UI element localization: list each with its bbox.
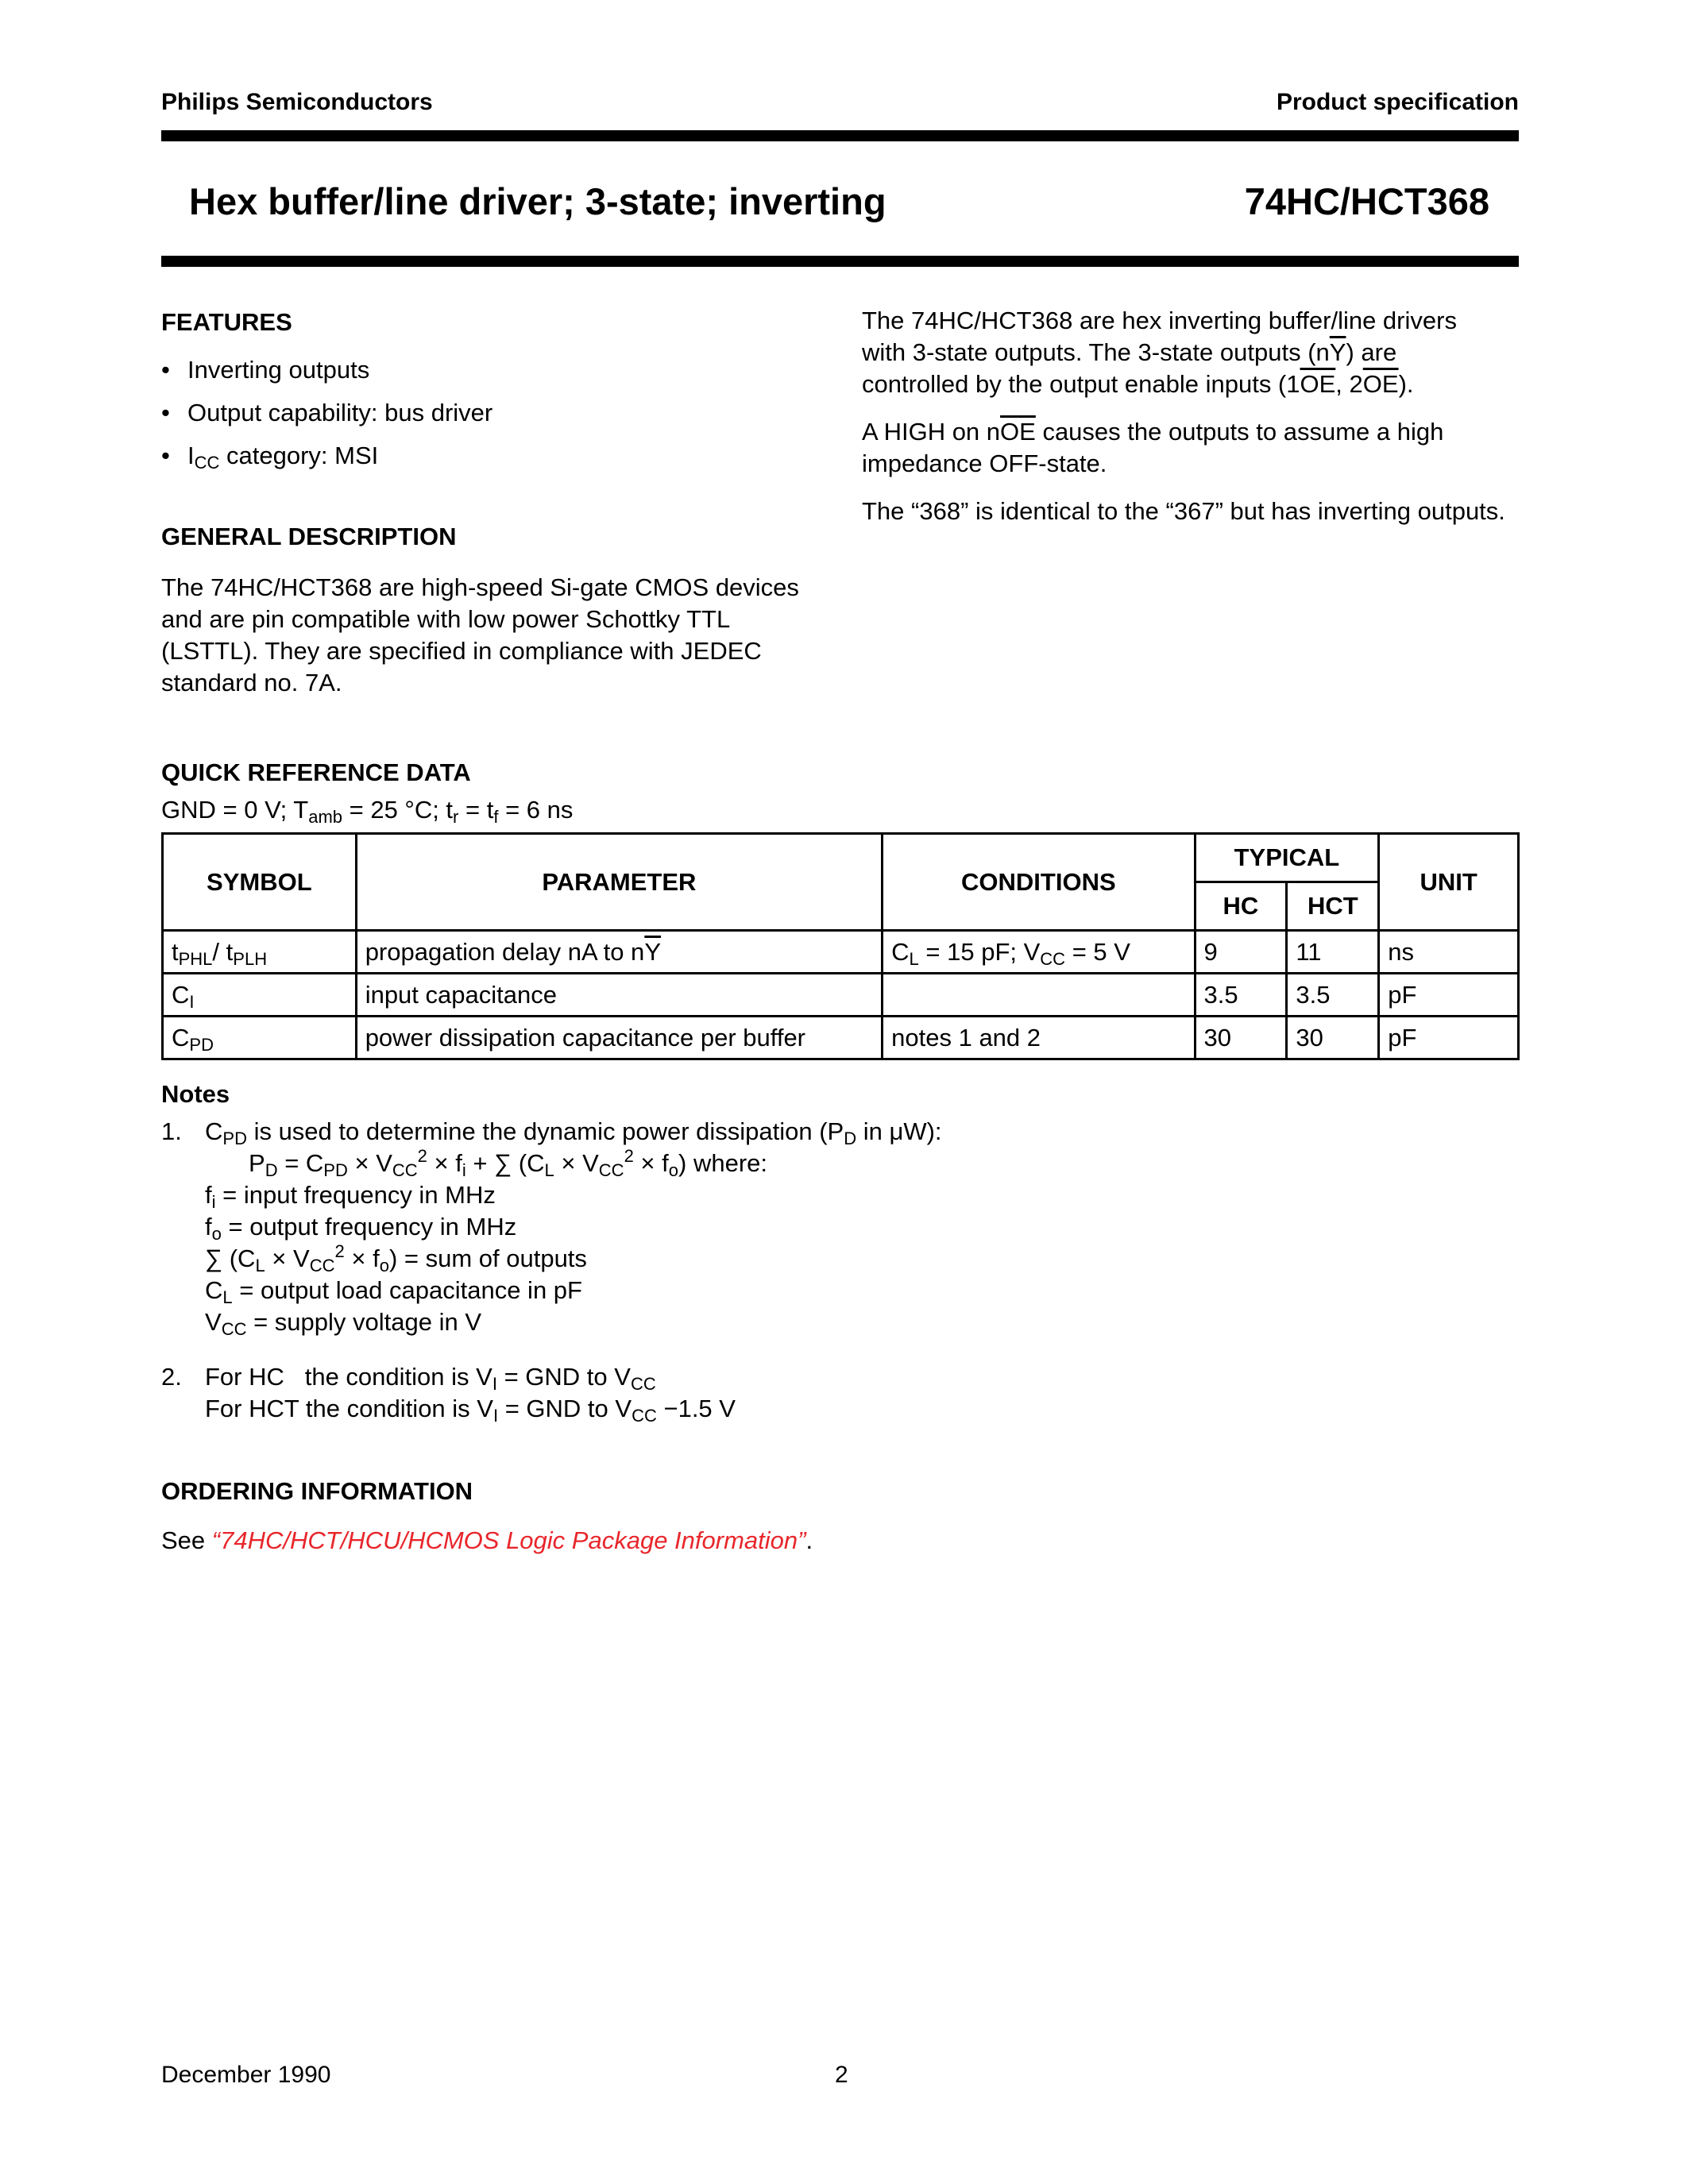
package-information-link[interactable]: “74HC/HCT/HCU/HCMOS Logic Package Information” — [211, 1526, 806, 1554]
part-number: 74HC/HCT368 — [1244, 180, 1489, 222]
note-number: 1. — [161, 1117, 182, 1145]
document-type: Product specification — [1276, 89, 1519, 115]
note-2: For HC the condition is $V_I$ = GND to $V_{CC}$ For HCT the condition is $V_I$ = GND to $V_{CC} -1.5$ V — [205, 1363, 736, 1426]
table-row — [163, 931, 1519, 974]
general-description-text: The 74HC/HCT368 are high-speed Si-gate CMOS devices and are pin compatible with low power Schottky TTL (LSTTL). They are specified in compliance with JEDEC standard no. 7A. — [161, 573, 799, 696]
cell-hct: 30 — [1287, 1017, 1379, 1059]
feature-item: • Output capability: bus driver — [161, 399, 493, 426]
cell-parameter: input capacitance — [356, 974, 882, 1017]
page-number: 2 — [835, 2062, 848, 2088]
cell-symbol: $C_{PD}$ — [163, 1017, 357, 1059]
cell-unit: pF — [1379, 974, 1519, 1017]
footer-date: December 1990 — [161, 2062, 331, 2088]
cell-symbol: $t_{PHL}/$ $t_{PLH}$ — [163, 931, 357, 974]
column-header-unit: UNIT — [1379, 834, 1519, 931]
cell-unit: ns — [1379, 931, 1519, 974]
column-header-conditions: CONDITIONS — [883, 834, 1195, 931]
cell-symbol: $C_I$ — [163, 974, 357, 1017]
quick-reference-table — [161, 832, 1520, 1060]
cell-conditions: notes 1 and 2 — [883, 1017, 1195, 1059]
cell-hc: 30 — [1195, 1017, 1287, 1059]
cell-hc: 9 — [1195, 931, 1287, 974]
features-heading: FEATURES — [161, 308, 292, 336]
header-rule-bottom — [161, 256, 1519, 267]
table-row — [163, 974, 1519, 1017]
cell-conditions: $C_L = 15$ pF; $V_{CC} = 5$ V — [883, 931, 1195, 974]
cell-hct: 11 — [1287, 931, 1379, 974]
note-number: 2. — [161, 1363, 182, 1391]
column-header-hc: HC — [1195, 882, 1287, 931]
cell-hct: 3.5 — [1287, 974, 1379, 1017]
feature-item: • $I_{CC}$ category: MSI — [161, 442, 379, 473]
column-header-symbol: SYMBOL — [163, 834, 357, 931]
feature-item: • Inverting outputs — [161, 356, 370, 384]
page-title: Hex buffer/line driver; 3-state; inverting — [189, 180, 886, 222]
ordering-text: See “74HC/HCT/HCU/HCMOS Logic Package Information”. — [161, 1526, 813, 1554]
column-header-parameter: PARAMETER — [356, 834, 882, 931]
cell-hc: 3.5 — [1195, 974, 1287, 1017]
cell-parameter: propagation delay nA to $n\overline{Y}$ — [356, 931, 882, 974]
cell-parameter: power dissipation capacitance per buffer — [356, 1017, 882, 1059]
column-header-hct: HCT — [1287, 882, 1379, 931]
column-header-typical: TYPICAL — [1195, 834, 1379, 882]
company-name: Philips Semiconductors — [161, 89, 433, 115]
general-description-heading: GENERAL DESCRIPTION — [161, 523, 457, 550]
header-rule-top — [161, 130, 1519, 141]
description-right-column: The 74HC/HCT368 are hex inverting buffer/line drivers with 3-state outputs. The 3-state outputs $(n\overline{Y})$ are controlled by the output enable inputs ($1\overline{OE}$, $2\overline{OE}$). A HIGH on $n\overline{OE}$ causes the outputs to assume a high impedance OFF-state. The “368” is identical to the “367” but has inverting outputs. — [862, 307, 1505, 525]
quick-reference-conditions: GND = 0 V; $T_{amb} = 25$ °C; $t_r = t_f = 6$ ns — [161, 796, 574, 827]
note-1: $C_{PD}$ is used to determine the dynamic power dissipation ($P_D$ in μW): $P_D = C_{PD} \times V_{CC}^2 \times f_i$ + ∑ $(C_L \times V_{CC}^2 \times f_o)$ where: $f_i$ = input frequency in MHz $f_o$ = output frequency in MHz ∑ $(C_L \times V_{CC}^2 \times f_o)$ = sum of outputs $C_L$ = output load capacitance in pF $V_{CC}$ = supply voltage in V — [205, 1117, 942, 1339]
quick-reference-heading: QUICK REFERENCE DATA — [161, 758, 471, 786]
ordering-heading: ORDERING INFORMATION — [161, 1477, 473, 1505]
cell-conditions — [883, 974, 1195, 1017]
notes-heading: Notes — [161, 1080, 230, 1108]
table-row — [163, 1017, 1519, 1059]
cell-unit: pF — [1379, 1017, 1519, 1059]
